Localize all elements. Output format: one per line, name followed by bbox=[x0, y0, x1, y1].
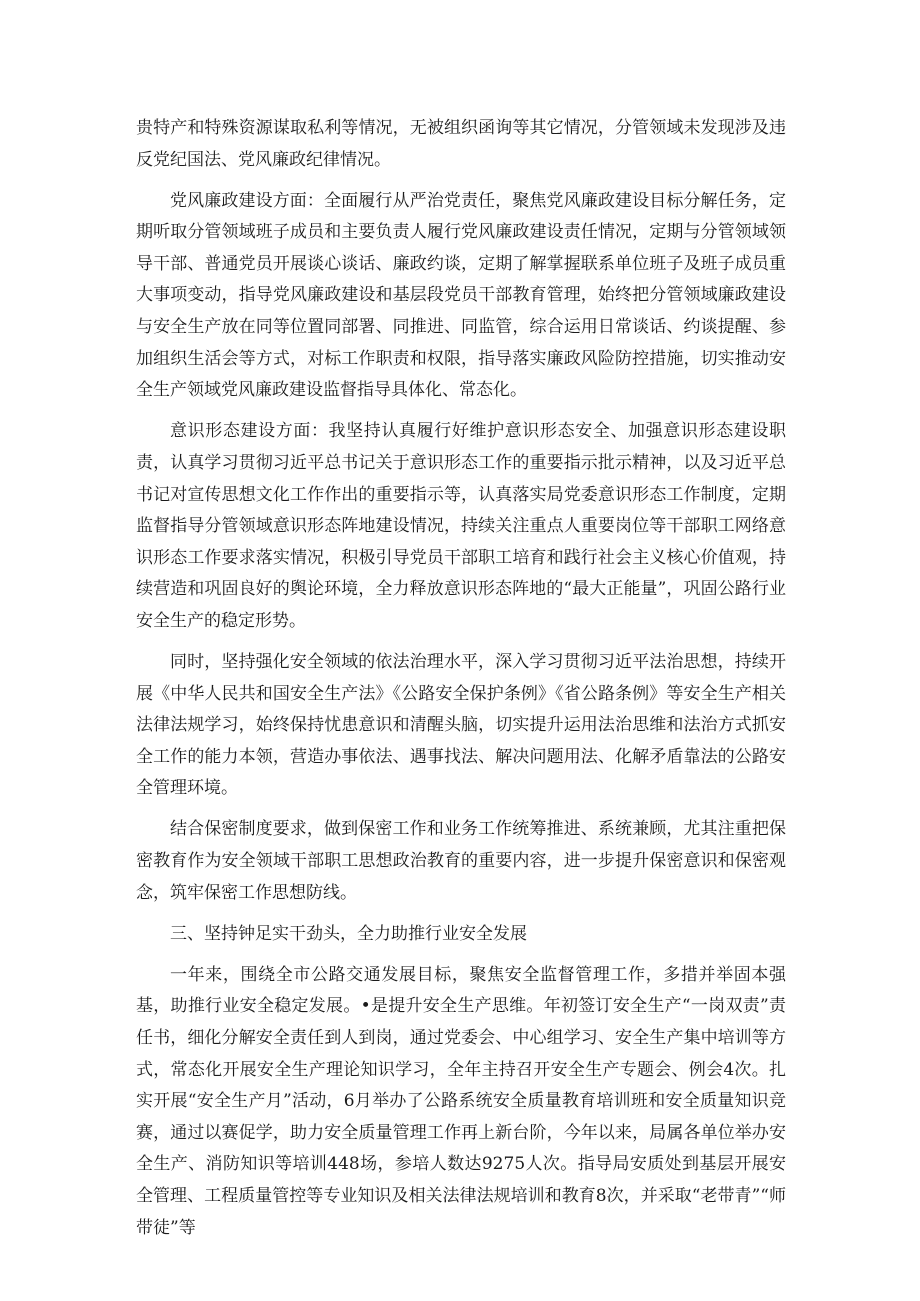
paragraph-party-integrity: 党风廉政建设方面：全面履行从严治党责任，聚焦党风廉政建设目标分解任务，定期听取分管领域班子成员和主要负责人履行党风廉政建设责任情况，定期与分管领域领导干部、普通党员开展谈心谈话、廉政约谈，定期了解掌握联系单位班子及班子成员重大事项变动，指导党风廉政建设和基层段党员干部教育管理，始终把分管领域廉政建设与安全生产放在同等位置同部署、同推进、同监管，综合运用日常谈话、约谈提醒、参加组织生活会等方式，对标工作职责和权限，指导落实廉政风险防控措施，切实推动安全生产领域党风廉政建设监督指导具体化、常态化。 bbox=[136, 190, 786, 401]
paragraph-rule-of-law: 同时，坚持强化安全领域的依法治理水平，深入学习贯彻习近平法治思想，持续开展《中华人民共和国安全生产法》《公路安全保护条例》《省公路条例》等安全生产相关法律法规学习，始终保持忧患意识和清醒头脑，切实提升运用法治思维和法治方式抓安全工作的能力本领，营造办事依法、遇事找法、解决问题用法、化解矛盾靠法的公路安全管理环境。 bbox=[136, 652, 786, 799]
paragraph-ideology: 意识形态建设方面：我坚持认真履行好维护意识形态安全、加强意识形态建设职责，认真学习贯彻习近平总书记关于意识形态工作的重要指示批示精神，以及习近平总书记对宣传思想文化工作作出的重要指示等，认真落实局党委意识形态工作制度，定期监督指导分管领域意识形态阵地建设情况，持续关注重点人重要岗位等干部职工网络意识形态工作要求落实情况，积极引导党员干部职工培育和践行社会主义核心价值观，持续营造和巩固良好的舆论环境，全力释放意识形态阵地的“最大正能量”，巩固公路行业安全生产的稳定形势。 bbox=[136, 421, 786, 631]
paragraph-continuation: 贵特产和特殊资源谋取私利等情况，无被组织函询等其它情况，分管领域未发现涉及违反党纪国法、党风廉政纪律情况。 bbox=[136, 118, 786, 170]
document-body bbox=[136, 113, 786, 1244]
paragraph-confidentiality: 结合保密制度要求，做到保密工作和业务工作统筹推进、系统兼顾，尤其注重把保密教育作为安全领域干部职工思想政治教育的重要内容，进一步提升保密意识和保密观念，筑牢保密工作思想防线。 bbox=[136, 819, 786, 903]
section-heading-three: 三、坚持钟足实干劲头，全力助推行业安全发展 bbox=[170, 923, 527, 944]
paragraph-safety-development: 一年来，围绕全市公路交通发展目标，聚焦安全监督管理工作，多措并举固本强基，助推行业安全稳定发展。•是提升安全生产思维。年初签订安全生产“一岗双责”责任书，细化分解安全责任到人到岗，通过党委会、中心组学习、安全生产集中培训等方式，常态化开展安全生产理论知识学习，全年主持召开安全生产专题会、例会4次。扎实开展“安全生产月”活动，6月举办了公路系统安全质量教育培训班和安全质量知识竞赛，通过以赛促学，助力安全质量管理工作再上新台阶，今年以来，局属各单位举办安全生产、消防知识等培训448场，参培人数达9275人次。指导局安质处到基层开展安全管理、工程质量管控等专业知识及相关法律法规培训和教育8次，并采取“老带青”“师带徒”等 bbox=[136, 964, 786, 1238]
